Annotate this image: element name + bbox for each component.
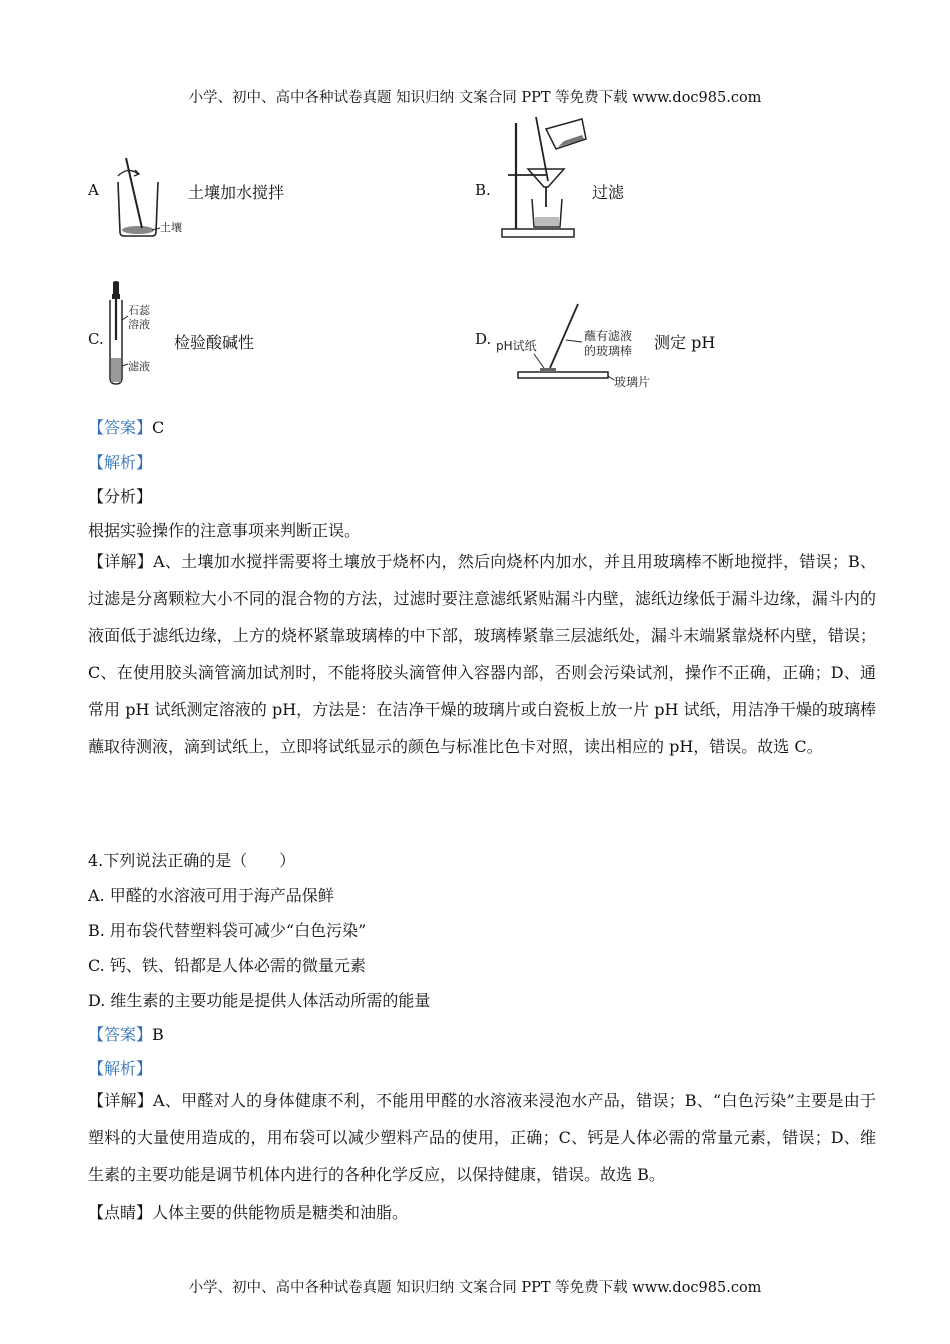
q4-analysis-tag: 【解析】: [88, 1059, 153, 1078]
filtration-apparatus-figure: [498, 115, 593, 241]
q3-fenxi-text: 根据实验操作的注意事项来判断正误。: [88, 521, 361, 540]
q3-detail: 【详解】A、土壤加水搅拌需要将土壤放于烧杯内，然后向烧杯内加水，并且用玻璃棒不断地搅拌，错误；B、过滤是分离颗粒大小不同的混合物的方法，过滤时要注意滤纸紧贴漏斗内壁，滤纸边缘低于漏斗边缘，漏斗内的液面低于滤纸边缘，上方的烧杯紧靠玻璃棒的中下部，玻璃棒紧靠三层滤纸处，漏斗末端紧靠烧杯内壁，错误；C、在使用胶头滴管滴加试剂时，不能将胶头滴管伸入容器内部，否则会污染试剂，操作不正确，正确；D、通常用 pH 试纸测定溶液的 pH，方法是：在洁净干燥的玻璃片或白瓷板上放一片 pH 试纸，用洁净干燥的玻璃棒蘸取待测液，滴到试纸上，立即将试纸显示的颜色与标准比色卡对照，读出相应的 pH，错误。故选 C。: [88, 552, 876, 756]
option-d-letter: D.: [475, 330, 492, 348]
glass-fig-label: 玻璃片: [614, 375, 651, 389]
ph-paper-fig-label: pH试纸: [496, 339, 537, 353]
q4-stem: 4.下列说法正确的是（ ）: [88, 851, 296, 870]
rod-fig-label-1: 蘸有滤液: [584, 329, 633, 343]
q4-answer: 【答案】B: [88, 1025, 164, 1044]
page-header: 小学、初中、高中各种试卷真题 知识归纳 文案合同 PPT 等免费下载 www.doc985.com: [188, 90, 762, 106]
ph-test-figure: [494, 300, 654, 392]
page-footer: 小学、初中、高中各种试卷真题 知识归纳 文案合同 PPT 等免费下载 www.doc985.com: [188, 1280, 762, 1296]
option-c-letter: C.: [88, 330, 104, 348]
q4-tip: 【点睛】人体主要的供能物质是糖类和油脂。: [88, 1203, 409, 1222]
filtrate-fig-label: 滤液: [128, 360, 150, 373]
test-tube-dropper-figure: [104, 280, 174, 386]
option-a-letter: A: [88, 181, 99, 199]
option-b-letter: B.: [475, 181, 491, 199]
q4-option-c: C. 钙、铁、铅都是人体必需的微量元素: [88, 956, 366, 975]
option-d-label: 测定 pH: [654, 333, 716, 352]
q3-answer: 【答案】C: [88, 418, 165, 437]
option-c-label: 检验酸碱性: [174, 333, 255, 352]
litmus-fig-label-1: 石蕊: [128, 304, 150, 317]
stirring-beaker-figure: [108, 152, 188, 240]
q4-option-b: B. 用布袋代替塑料袋可减少“白色污染”: [88, 921, 367, 940]
option-a-label: 土壤加水搅拌: [188, 183, 285, 202]
q4-option-a: A. 甲醛的水溶液可用于海产品保鲜: [88, 886, 334, 905]
q3-analysis-tag: 【解析】: [88, 453, 153, 472]
q4-option-d: D. 维生素的主要功能是提供人体活动所需的能量: [88, 991, 431, 1010]
q3-fenxi-tag: 【分析】: [88, 487, 153, 506]
soil-fig-label: 土壤: [160, 221, 182, 234]
q4-detail: 【详解】A、甲醛对人的身体健康不利，不能用甲醛的水溶液来浸泡水产品，错误；B、“白色污染”主要是由于塑料的大量使用造成的，用布袋可以减少塑料产品的使用，正确；C、钙是人体必需的常量元素，错误；D、维生素的主要功能是调节机体内进行的各种化学反应，以保持健康，错误。故选 B。: [88, 1091, 876, 1184]
litmus-fig-label-2: 溶液: [128, 318, 150, 331]
rod-fig-label-2: 的玻璃棒: [584, 344, 633, 358]
option-b-label: 过滤: [592, 183, 625, 202]
